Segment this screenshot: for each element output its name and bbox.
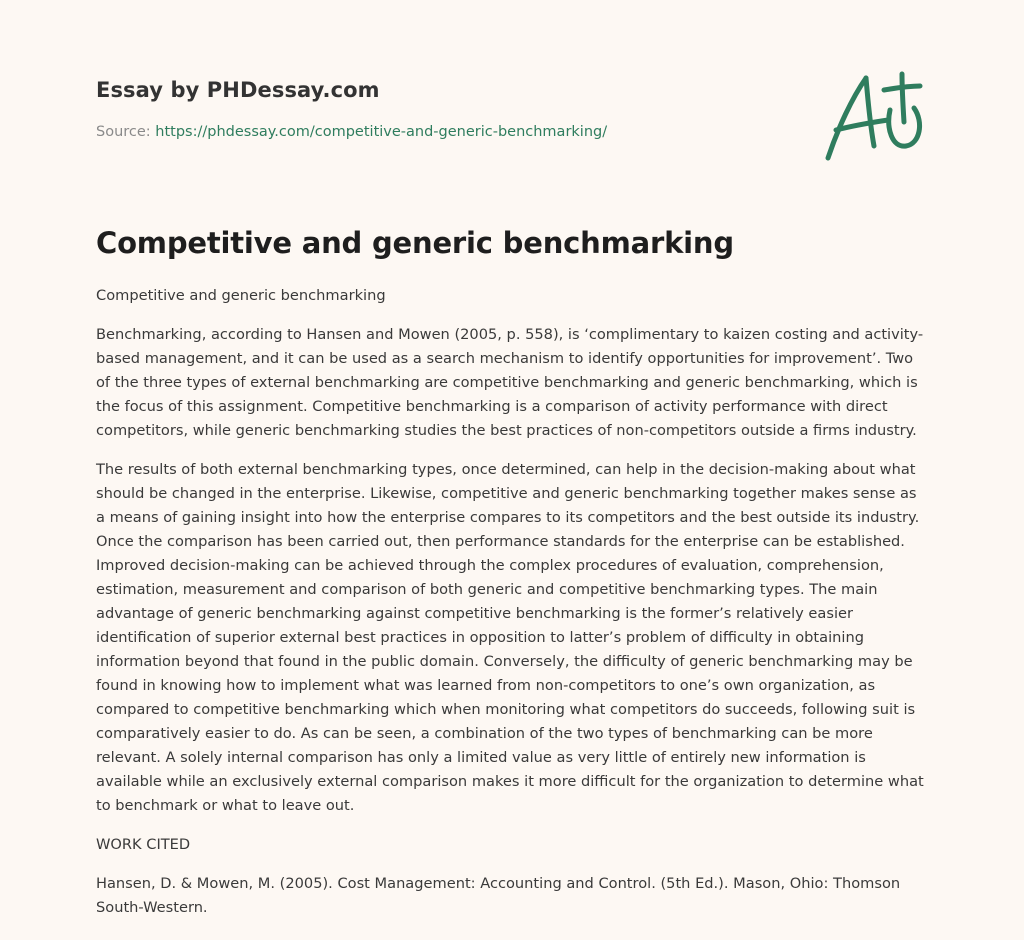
source-line — [96, 124, 607, 140]
essay-paragraph: The results of both external benchmarking types, once determined, can help in the decision-making about what should be changed in the enterprise. Likewise, competitive and generic benchmarking together makes sense as a means of gaining insight into how the enterprise compares to its competitors and the best outside its industry. Once the comparison has been carried out, then performance standards for the enterprise can be established. Improved decision-making can be achieved through the complex procedures of evaluation, comprehension, estimation, measurement and comparison of both generic and competitive benchmarking types. The main advantage of generic benchmarking against competitive benchmarking is the former’s relatively easier identification of superior external best practices in opposition to latter’s problem of difficulty in obtaining information beyond that found in the public domain. Conversely, the difficulty of generic benchmarking may be found in knowing how to implement what was learned from non-competitors to one’s own organization, as compared to competitive benchmarking which when monitoring what competitors do succeeds, following suit is comparatively easier to do. As can be seen, a combination of the two types of benchmarking can be more relevant. A solely internal comparison has only a limited value as very little of entirely new information is available while an exclusively external comparison makes it more difficult for the organization to determine what to benchmark or what to leave out. — [96, 461, 924, 814]
essay-paragraph: Benchmarking, according to Hansen and Mowen (2005, p. 558), is ‘complimentary to kaizen costing and activity-based management, and it can be used as a search mechanism to identify opportunities for improvement’. Two of the three types of external benchmarking are competitive benchmarking and generic benchmarking, which is the focus of this assignment. Competitive benchmarking is a comparison of activity performance with direct competitors, while generic benchmarking studies the best practices of non-competitors outside a firms industry. — [96, 326, 924, 439]
citation: Hansen, D. & Mowen, M. (2005). Cost Management: Accounting and Control. (5th Ed.). Mason, Ohio: Thomson South-Western. — [96, 875, 901, 916]
source-label: Source: — [96, 124, 151, 140]
essay-body — [96, 284, 930, 935]
a-plus-logo-icon — [822, 66, 928, 166]
source-link[interactable]: https://phdessay.com/competitive-and-generic-benchmarking/ — [155, 124, 608, 140]
site-brand: Essay by PHDessay.com — [96, 78, 380, 102]
essay-title: Competitive and generic benchmarking — [96, 226, 734, 260]
essay-paragraph: Competitive and generic benchmarking — [96, 287, 386, 304]
works-cited-heading: WORK CITED — [96, 836, 191, 853]
